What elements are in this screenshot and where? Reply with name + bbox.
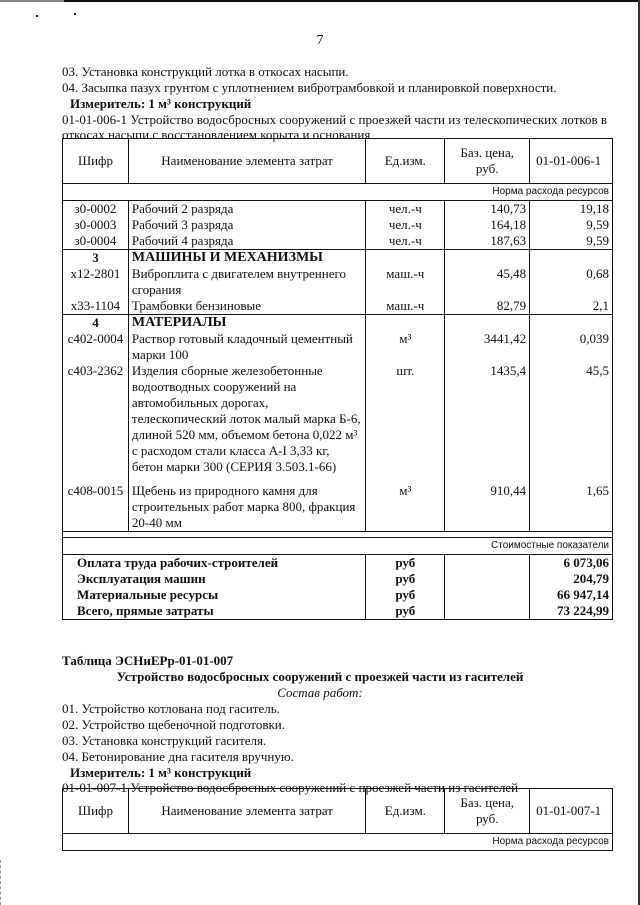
table-row	[63, 483, 613, 532]
cell-code: х33-1104	[63, 298, 129, 315]
table-row	[63, 201, 613, 218]
resource-table-01-01-007-1	[62, 788, 613, 851]
page-border-top	[0, 0, 640, 2]
header-name: Наименование элемента затрат	[128, 789, 366, 834]
table-row	[63, 266, 613, 298]
cell-price: 187,63	[445, 233, 530, 250]
work-item: 03. Установка конструкций лотка в откосах насыпи.	[62, 64, 349, 79]
section-row-machines	[63, 250, 613, 267]
section-title: МАШИНЫ И МЕХАНИЗМЫ	[128, 250, 365, 267]
spacer-row	[63, 475, 613, 483]
cell-code: с403-2362	[63, 363, 129, 475]
page-number: 7	[316, 33, 324, 48]
table-row	[63, 298, 613, 315]
summary-row-total	[63, 603, 613, 620]
table-row	[63, 331, 613, 363]
summary-label: Всего, прямые затраты	[63, 603, 366, 620]
summary-label: Эксплуатация машин	[63, 571, 366, 587]
cell-name: Виброплита с двигателем внутреннего сгорания	[128, 266, 365, 298]
cell-unit: чел.-ч	[366, 201, 445, 218]
cell-unit: чел.-ч	[366, 217, 445, 233]
cell-name: Рабочий 2 разряда	[128, 201, 365, 218]
table-header-row	[63, 139, 613, 184]
summary-unit: руб	[366, 587, 445, 603]
cell-qty: 1,65	[530, 483, 613, 532]
header-norm: 01-01-007-1	[530, 789, 613, 834]
norm-title: 01-01-006-1 Устройство водосбросных сооружений с проезжей части из телескопических лотков в	[62, 112, 608, 127]
cell-name: Рабочий 4 разряда	[128, 233, 365, 250]
summary-label: Оплата труда рабочих-строителей	[63, 555, 366, 572]
header-price: Баз. цена, руб.	[445, 139, 530, 184]
header-norm: 01-01-006-1	[530, 139, 613, 184]
summary-label: Материальные ресурсы	[63, 587, 366, 603]
measure-unit: Измеритель: 1 м³ конструкций	[70, 96, 252, 111]
summary-unit: руб	[366, 603, 445, 620]
cost-band: Стоимостные показатели	[63, 538, 613, 555]
cell-code: з0-0004	[63, 233, 129, 250]
cell-name: Щебень из природного камня для строительных работ марка 800, фракция 20-40 мм	[128, 483, 365, 532]
table-label: Таблица ЭСНиЕРр-01-01-007	[62, 653, 234, 668]
cell-qty: 2,1	[530, 298, 613, 315]
work-item: 03. Установка конструкций гасителя.	[62, 733, 267, 748]
cost-band-row	[63, 538, 613, 555]
section-row-materials	[63, 315, 613, 332]
table-row	[63, 217, 613, 233]
summary-value: 204,79	[530, 571, 613, 587]
cell-code: з0-0002	[63, 201, 129, 218]
scan-mark	[36, 15, 38, 17]
cell-code: с402-0004	[63, 331, 129, 363]
section-title: Устройство водосбросных сооружений с проезжей части из гасителей	[116, 669, 524, 684]
section-title: МАТЕРИАЛЫ	[128, 315, 365, 332]
header-name: Наименование элемента затрат	[128, 139, 365, 184]
table-header-row	[63, 789, 613, 834]
cell-unit: м³	[366, 483, 445, 532]
cell-name: Раствор готовый кладочный цементный марки 100	[128, 331, 365, 363]
summary-unit: руб	[366, 571, 445, 587]
cell-price: 164,18	[445, 217, 530, 233]
cell-price: 140,73	[445, 201, 530, 218]
scan-mark	[74, 13, 76, 15]
summary-value: 73 224,99	[530, 603, 613, 620]
page-border-top-accent	[0, 0, 64, 2]
norm-band: Норма расхода ресурсов	[63, 184, 613, 201]
summary-value: 66 947,14	[530, 587, 613, 603]
cell-price: 45,48	[445, 266, 530, 298]
norm-title: 01-01-007-1 Устройство водосбросных сооружений с проезжей части из гасителей	[62, 780, 519, 795]
cell-qty: 9,59	[530, 217, 613, 233]
cell-price: 910,44	[445, 483, 530, 532]
summary-row	[63, 555, 613, 572]
work-item: 04. Бетонирование дна гасителя вручную.	[62, 749, 294, 764]
summary-unit: руб	[366, 555, 445, 572]
section-number: 3	[63, 250, 129, 267]
table-row	[63, 363, 613, 475]
cell-unit: маш.-ч	[366, 266, 445, 298]
cell-qty: 0,68	[530, 266, 613, 298]
cell-unit: чел.-ч	[366, 233, 445, 250]
cell-name: Трамбовки бензиновые	[128, 298, 365, 315]
header-code: Шифр	[63, 789, 129, 834]
table-row	[63, 233, 613, 250]
cell-qty: 0,039	[530, 331, 613, 363]
norm-band-row	[63, 834, 613, 851]
composition-label: Состав работ:	[277, 685, 363, 700]
work-item: 01. Устройство котлована под гаситель.	[62, 701, 280, 716]
cell-price: 3441,42	[445, 331, 530, 363]
cell-price: 1435,4	[445, 363, 530, 475]
header-code: Шифр	[63, 139, 129, 184]
cell-unit: м³	[366, 331, 445, 363]
page-border-left	[0, 860, 2, 905]
work-item: 02. Устройство щебеночной подготовки.	[62, 717, 285, 732]
cell-code: с408-0015	[63, 483, 129, 532]
norm-title-cont: откосах насыпи с восстановлением корыта и основания	[62, 127, 371, 142]
header-unit: Ед.изм.	[366, 139, 445, 184]
measure-unit: Измеритель: 1 м³ конструкций	[70, 765, 252, 780]
summary-value: 6 073,06	[530, 555, 613, 572]
summary-row	[63, 571, 613, 587]
resource-table-01-01-006-1	[62, 138, 613, 620]
cell-qty: 45,5	[530, 363, 613, 475]
work-item: 04. Засыпка пазух грунтом с уплотнением вибротрамбовкой и планировкой поверхности.	[62, 80, 557, 95]
cell-code: з0-0003	[63, 217, 129, 233]
cell-name: Изделия сборные железобетонные водоотводных сооружений на автомобильных дорогах, телескопический лоток малый марка Б-6, длиной 520 мм, объемом бетона 0,022 м³ с расходом стали класса А-I 3,33 кг, бетон марки 300 (СЕРИЯ 3.503.1-66)	[128, 363, 365, 475]
cell-unit: шт.	[366, 363, 445, 475]
cell-code: х12-2801	[63, 266, 129, 298]
cell-name: Рабочий 3 разряда	[128, 217, 365, 233]
header-price: Баз. цена, руб.	[445, 789, 530, 834]
cell-unit: маш.-ч	[366, 298, 445, 315]
norm-band-row	[63, 184, 613, 201]
norm-band: Норма расхода ресурсов	[63, 834, 613, 851]
cell-price: 82,79	[445, 298, 530, 315]
cell-qty: 9,59	[530, 233, 613, 250]
summary-row	[63, 587, 613, 603]
section-number: 4	[63, 315, 129, 332]
header-unit: Ед.изм.	[366, 789, 445, 834]
cell-qty: 19,18	[530, 201, 613, 218]
